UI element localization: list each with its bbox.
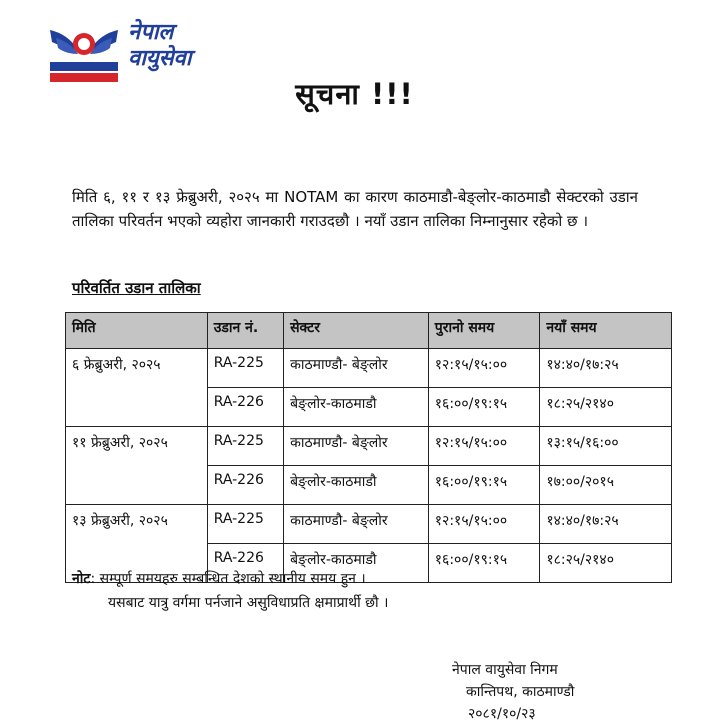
flight-cell: RA-226: [207, 544, 283, 583]
flight-cell: RA-226: [207, 466, 283, 505]
table-row: [66, 505, 672, 544]
schedule-table: [65, 312, 672, 583]
new-time-cell: १७:००/२०१५: [540, 466, 672, 505]
date-cell: ६ फ्रेब्रुअरी, २०२५: [66, 349, 208, 427]
old-time-cell: १२:१५/१५:००: [428, 505, 540, 544]
signature-block: [452, 659, 574, 725]
flight-cell: RA-226: [207, 388, 283, 427]
table-row: [66, 349, 672, 388]
header-flight: उडान नं.: [207, 313, 283, 349]
sector-cell: काठमाण्डौ- बेङ्लोर: [284, 427, 429, 466]
date-cell: १३ फ्रेब्रुअरी, २०२५: [66, 505, 208, 583]
signature-date: २०८१/१०/२३: [468, 706, 536, 722]
signature-address: कान्तिपथ, काठमाण्डौ: [466, 684, 575, 700]
sector-cell: बेङ्लोर-काठमाडौ: [284, 544, 429, 583]
header-sector: सेक्टर: [284, 313, 429, 349]
note-line2: यसबाट यात्रु वर्गमा पर्नजाने असुविधाप्रति क्षमाप्रार्थी छौ ।: [108, 595, 389, 611]
table-heading: परिवर्तित उडान तालिका: [72, 279, 201, 297]
header-old-time: पुरानो समय: [428, 313, 540, 349]
old-time-cell: १६:००/१९:१५: [428, 544, 540, 583]
old-time-cell: १२:१५/१५:००: [428, 349, 540, 388]
new-time-cell: १८:२५/२१४०: [540, 544, 672, 583]
date-cell: ११ फ्रेब्रुअरी, २०२५: [66, 427, 208, 505]
sector-cell: काठमाण्डौ- बेङ्लोर: [284, 349, 429, 388]
notice-paragraph: मिति ६, ११ र १३ फ्रेब्रुअरी, २०२५ मा NOTAM का कारण काठमाडौ-बेङ्लोर-काठमाडौ सेक्टरको उडान तालिका परिवर्तन भएको व्यहोरा जानकारी गराउदछौ । नयाँ उडान तालिका निम्नानुसार रहेको छ ।: [72, 188, 638, 230]
flight-cell: RA-225: [207, 427, 283, 466]
note-line1: [72, 567, 388, 591]
header-new-time: नयाँ समय: [540, 313, 672, 349]
sector-cell: बेङ्लोर-काठमाडौ: [284, 388, 429, 427]
old-time-cell: १२:१५/१५:००: [428, 427, 540, 466]
new-time-cell: १४:४०/१७:२५: [540, 349, 672, 388]
sector-cell: बेङ्लोर-काठमाडौ: [284, 466, 429, 505]
new-time-cell: १८:२५/२१४०: [540, 388, 672, 427]
flight-cell: RA-225: [207, 505, 283, 544]
table-header-row: [66, 313, 672, 349]
note-text1: : सम्पूर्ण समयहरु सम्बन्धित देशको स्थानीय समय हुन ।: [90, 571, 366, 587]
header-date: मिति: [66, 313, 208, 349]
old-time-cell: १६:००/१९:१५: [428, 466, 540, 505]
note: [72, 567, 388, 615]
note-label: नोट: [72, 571, 91, 587]
new-time-cell: १३:१५/१६:००: [540, 427, 672, 466]
old-time-cell: १६:००/१९:१५: [428, 388, 540, 427]
flight-cell: RA-225: [207, 349, 283, 388]
logo-line1: नेपाल: [128, 20, 174, 45]
new-time-cell: १४:४०/१७:२५: [540, 505, 672, 544]
table-row: [66, 427, 672, 466]
logo-line2: वायुसेवा: [128, 46, 192, 71]
sector-cell: काठमाण्डौ- बेङ्लोर: [284, 505, 429, 544]
notice-title: सूचना !!!: [295, 77, 414, 111]
logo-text: [128, 22, 192, 70]
signature-org: नेपाल वायुसेवा निगम: [452, 662, 558, 678]
